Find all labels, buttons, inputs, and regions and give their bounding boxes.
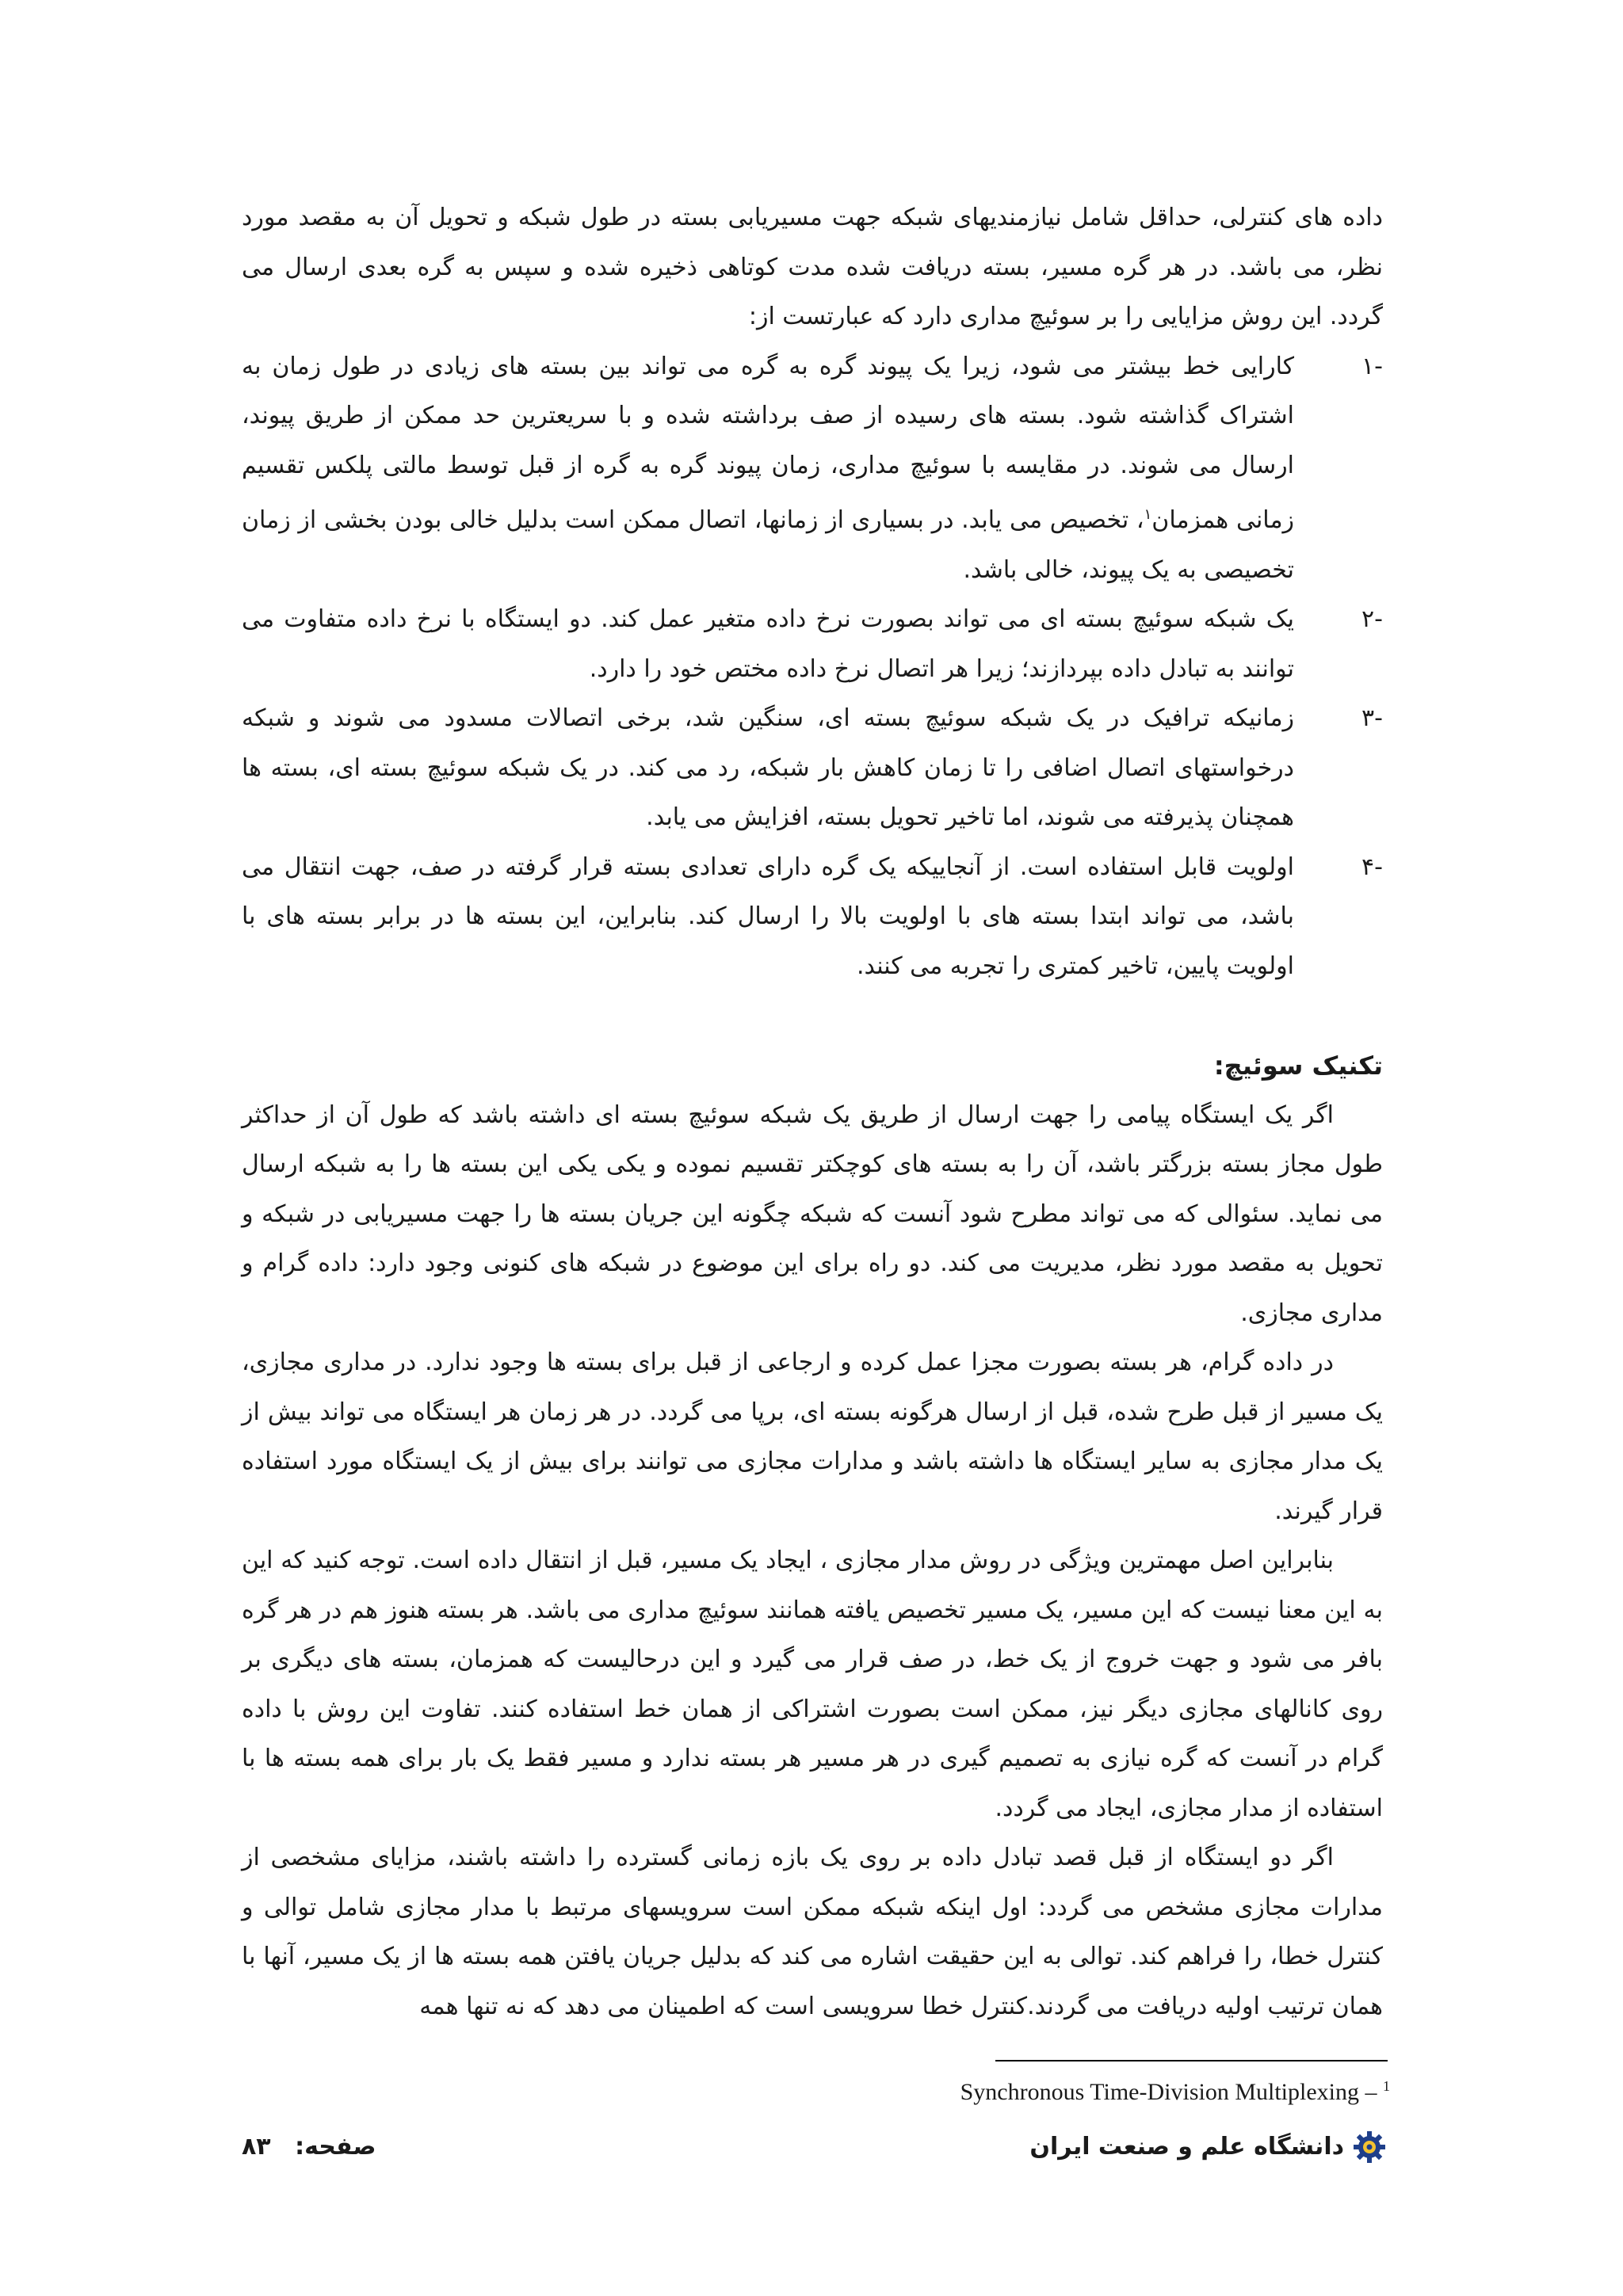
list-item-number: -۳: [1361, 704, 1383, 732]
page-label: صفحه:: [295, 2133, 376, 2161]
list-item-text: کارایی خط بیشتر می شود، زیرا یک پیوند گره به گره می تواند بین بسته های زیادی در طول زمان به اشتراک گذاشته شود. بسته های رسیده از صف برداشته شده و با سریعترین حد ممکن از طریق پیوند، ارسال می شوند. در مقایسه با سوئیچ مداری، زمان پیوند گره به گره از قبل توسط مالتی پلکس تقسیم زمانی همزمان: [242, 352, 1294, 534]
footnote-text: Synchronous Time-Division Multiplexing –: [960, 2079, 1383, 2105]
advantages-list: [242, 342, 1383, 992]
list-item: [242, 694, 1383, 843]
section-paragraph: اگر دو ایستگاه از قبل قصد تبادل داده بر روی یک بازه زمانی گسترده را داشته باشند، مزایای مشخصی از مدارات مجازی مشخص می گردد: اول اینکه شبکه ممکن است سرویسهای مرتبط با مدار مجازی شامل توالی و کنترل خطا، را فراهم کند. توالی به این حقیقت اشاره می کند که بدلیل جریان یافتن همه بسته ها از یک مسیر، آنها با همان ترتیب اولیه دریافت می گردند.کنترل خطا سرویسی است که اطمینان می دهد که نه تنها همه: [242, 1844, 1383, 2020]
list-item: [242, 843, 1383, 992]
footnote-reference: ۱: [1144, 506, 1152, 523]
footnote-divider: [995, 2060, 1388, 2061]
section-paragraph: در داده گرام، هر بسته بصورت مجزا عمل کرده و ارجاعی از قبل برای بسته ها وجود ندارد. در مداری مجازی، یک مسیر از قبل طرح شده، قبل از ارسال هرگونه بسته ای، برپا می گردد. در هر زمان هر ایستگاه می تواند بیش از یک مدار مجازی به سایر ایستگاه ها داشته باشد و مدارات مجازی می توانند برای بیش از یک ایستگاه مورد استفاده قرار گیرند.: [242, 1348, 1383, 1525]
page-number: ۸۳: [242, 2133, 271, 2161]
page-number-block: [242, 2127, 376, 2167]
list-item-number: -۴: [1361, 852, 1383, 881]
intro-paragraph: داده های کنترلی، حداقل شامل نیازمندیهای شبکه جهت مسیریابی بسته در طول شبکه و تحویل آن به مقصد مورد نظر، می باشد. در هر گره مسیر، بسته دریافت شده مدت کوتاهی ذخیره شده و سپس به گره بعدی ارسال می گردد. این روش مزایایی را بر سوئیچ مداری دارد که عبارتست از:: [242, 204, 1383, 330]
list-item-text: زمانیکه ترافیک در یک شبکه سوئیچ بسته ای، سنگین شد، برخی اتصالات مسدود می شوند و شبکه درخواستهای اتصال اضافی را تا زمان کاهش بار شبکه، رد می کند. در یک شبکه سوئیچ بسته ای، بسته ها همچنان پذیرفته می شوند، اما تاخیر تحویل بسته، افزایش می یابد.: [242, 704, 1294, 831]
list-item-text-cont: ، تخصیص می یابد. در بسیاری از زمانها، اتصال ممکن است بدلیل خالی بودن بخشی از زمان تخصیصی به یک پیوند، خالی باشد.: [242, 506, 1294, 584]
list-item: [242, 595, 1383, 694]
footnote: [840, 2066, 1390, 2112]
section-heading: تکنیک سوئیچ:: [1213, 1051, 1383, 1081]
list-item-text: اولویت قابل استفاده است. از آنجاییکه یک گره دارای تعدادی بسته قرار گرفته در صف، جهت انتقال می باشد، می تواند ابتدا بسته های با اولویت بالا را ارسال کند. بنابراین، این بسته ها در برابر بسته های با اولویت پایین، تاخیر کمتری را تجربه می کنند.: [242, 852, 1294, 980]
list-item: [242, 342, 1383, 596]
page-footer: [242, 2127, 1387, 2167]
list-item-number: -۲: [1361, 605, 1383, 633]
university-name: دانشگاه علم و صنعت ایران: [1029, 2133, 1344, 2161]
university-gear-logo-icon: [1352, 2130, 1387, 2164]
page-body: [242, 193, 1383, 2031]
list-item-text: یک شبکه سوئیچ بسته ای می تواند بصورت نرخ داده متغیر عمل کند. دو ایستگاه با نرخ داده متفاوت می توانند به تبادل داده بپردازند؛ زیرا هر اتصال نرخ داده مختص خود را دارد.: [242, 605, 1294, 683]
section-paragraph: بنابراین اصل مهمترین ویژگی در روش مدار مجازی ، ایجاد یک مسیر، قبل از انتقال داده است. توجه کنید که این به این معنا نیست که این مسیر، یک مسیر تخصیص یافته همانند سوئیچ مداری می باشد. هر بسته هنوز هم در هر گره بافر می شود و جهت خروج از یک خط، در صف قرار می گیرد و این درحالیست که همزمان، بسته های دیگری بر روی کانالهای مجازی دیگر نیز، ممکن است بصورت اشتراکی از همان خط استفاده کنند. تفاوت این روش با داده گرام در آنست که گره نیازی به تصمیم گیری در هر مسیر هر بسته ندارد و مسیر فقط یک بار برای همه بسته ها با استفاده از مدار مجازی، ایجاد می گردد.: [242, 1547, 1383, 1822]
footnote-marker: 1: [1383, 2078, 1390, 2094]
university-block: [1029, 2127, 1387, 2167]
list-item-number: -۱: [1361, 352, 1383, 380]
section-paragraph: اگر یک ایستگاه پیامی را جهت ارسال از طریق یک شبکه سوئیچ بسته ای داشته باشد که طول آن از حداکثر طول مجاز بسته بزرگتر باشد، آن را به بسته های کوچکتر تقسیم نموده و یکی یکی این بسته ها را به شبکه ارسال می نماید. سئوالی که می تواند مطرح شود آنست که شبکه چگونه این جریان بسته ها را جهت مسیریابی در شبکه و تحویل به مقصد مورد نظر، مدیریت می کند. دو راه برای این موضوع در شبکه های کنونی وجود دارد: داده گرام و مداری مجازی.: [242, 1100, 1383, 1327]
